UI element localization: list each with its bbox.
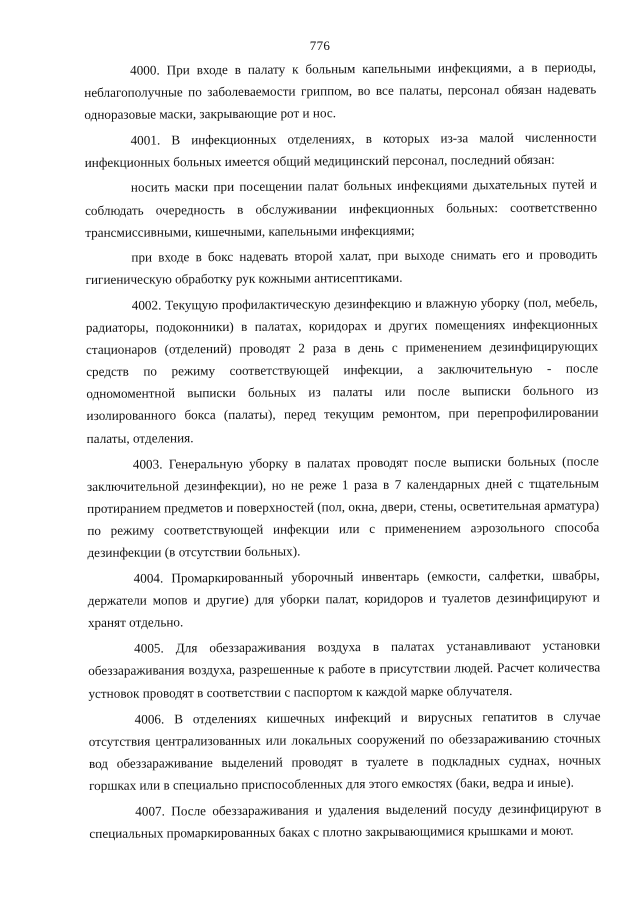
- paragraph-4000: 4000. При входе в палату к больным капельными инфекциями, а в периоды, неблагополучные по заболеваемости гриппом, во все палаты, персонал обязан надевать одноразовые маски, закрывающие рот и нос.: [84, 59, 597, 123]
- paragraph-4001-masks: носить маски при посещении палат больных инфекциями дыхательных путей и соблюдать очередность в обслуживании инфекционных больных: соответственно трансмиссивными, кишечными, капельными инфекциями;: [84, 176, 598, 240]
- paragraph-4005: 4005. Для обеззараживания воздуха в палатах устанавливают установки обеззараживания воздуха, разрешенные к работе в присутствии людей. Расчет количества устновок проводят в соответствии с паспортом к каждой марке облучателя.: [88, 637, 601, 701]
- paragraph-4004: 4004. Промаркированный уборочный инвентарь (емкости, салфетки, швабры, держатели мопов и другие) для уборки палат, коридоров и туалетов дезинфицируют и хранят отдельно.: [87, 567, 600, 631]
- paragraph-4003: 4003. Генеральную уборку в палатах проводят после выписки больных (после заключительной дезинфекции), но не реже 1 раза в 7 календарных дней с тщательным протиранием предметов и поверхностей (пол, окна, двери, стены, осветительная арматура) по режиму соответствующей инфекции или с применением аэрозольного способа дезинфекции (в отсутствии больных).: [86, 453, 600, 560]
- paragraph-4007: 4007. После обеззараживания и удаления выделений посуду дезинфицируют в специальных промаркированных баках с плотно закрывающимися крышками и моют.: [89, 800, 602, 842]
- page-number: 776: [309, 38, 331, 53]
- paragraph-4001: 4001. В инфекционных отделениях, в которых из-за малой численности инфекционных больных имеется общий медицинский персонал, последний обязан:: [84, 129, 597, 171]
- paragraph-4006: 4006. В отделениях кишечных инфекций и вирусных гепатитов в случае отсутствия централизованных или локальных сооружений по обеззараживанию сточных вод обеззараживание выделений проводят в туалете в подкладных суднах, ночных горшках или в специально приспособленных для этого емкостях (баки, ведра и иные).: [88, 708, 601, 793]
- paragraph-4002: 4002. Текущую профилактическую дезинфекцию и влажную уборку (пол, мебель, радиаторы, подоконники) в палатах, коридорах и других помещениях инфекционных стационаров (отделений) проводят 2 раза в день с применением дезинфицирующих средств по режиму соответствующей инфекции, а заключительную - после одномоментной выписки больных из палаты или после выписки больного из изолированного бокса (палаты), перед текущим ремонтом, при перепрофилировании палаты, отделения.: [85, 294, 599, 446]
- paragraph-4001-box: при входе в бокс надевать второй халат, при выходе снимать его и проводить гигиеническую обработку рук кожными антисептиками.: [85, 246, 598, 287]
- document-body: [84, 56, 601, 848]
